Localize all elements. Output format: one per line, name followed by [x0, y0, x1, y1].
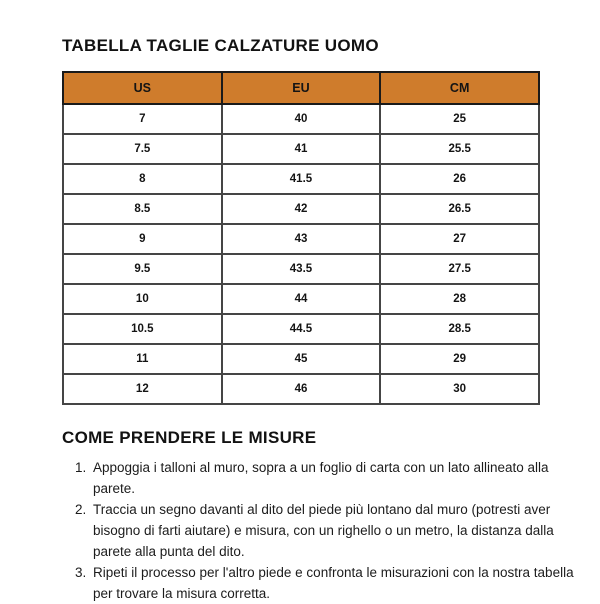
size-cell-us: 11: [63, 344, 222, 374]
size-cell-us: 10: [63, 284, 222, 314]
size-cell-us: 7.5: [63, 134, 222, 164]
size-cell-us: 12: [63, 374, 222, 404]
size-cell-cm: 26: [380, 164, 539, 194]
header-cell-eu: EU: [222, 72, 381, 104]
instruction-step: 2. Traccia un segno davanti al dito del piede più lontano dal muro (potresti aver bisogno di farti aiutare) e misura, con un righello o un metro, la distanza dalla parete alla punta del dito.: [90, 499, 587, 562]
size-cell-cm: 29: [380, 344, 539, 374]
size-cell-eu: 44: [222, 284, 381, 314]
size-cell-cm: 27.5: [380, 254, 539, 284]
size-cell-eu: 41: [222, 134, 381, 164]
size-cell-us: 8.5: [63, 194, 222, 224]
table-row: [63, 344, 539, 374]
size-cell-cm: 25: [380, 104, 539, 134]
size-table-body: [63, 104, 539, 404]
table-row: [63, 374, 539, 404]
size-table: [62, 71, 540, 405]
size-cell-cm: 28: [380, 284, 539, 314]
size-cell-cm: 25.5: [380, 134, 539, 164]
instructions-title: COME PRENDERE LE MISURE: [62, 428, 317, 447]
table-row: [63, 314, 539, 344]
header-row: [63, 72, 539, 104]
size-cell-cm: 27: [380, 224, 539, 254]
instruction-step: 1. Appoggia i talloni al muro, sopra a un foglio di carta con un lato allineato alla parete.: [90, 457, 587, 499]
size-cell-eu: 44.5: [222, 314, 381, 344]
header-cell-us: US: [63, 72, 222, 104]
size-cell-eu: 46: [222, 374, 381, 404]
instructions-list: [62, 457, 587, 604]
table-row: [63, 104, 539, 134]
instruction-step: 3. Ripeti il processo per l'altro piede e confronta le misurazioni con la nostra tabella per trovare la misura corretta.: [90, 562, 587, 604]
size-cell-us: 10.5: [63, 314, 222, 344]
table-row: [63, 254, 539, 284]
table-row: [63, 194, 539, 224]
size-cell-eu: 40: [222, 104, 381, 134]
size-cell-us: 8: [63, 164, 222, 194]
table-row: [63, 224, 539, 254]
table-row: [63, 284, 539, 314]
size-table-header: [63, 72, 539, 104]
size-cell-eu: 45: [222, 344, 381, 374]
size-cell-cm: 28.5: [380, 314, 539, 344]
size-cell-us: 9.5: [63, 254, 222, 284]
size-cell-eu: 41.5: [222, 164, 381, 194]
size-cell-eu: 43.5: [222, 254, 381, 284]
page-title: TABELLA TAGLIE CALZATURE UOMO: [62, 36, 379, 55]
size-cell-eu: 43: [222, 224, 381, 254]
size-cell-eu: 42: [222, 194, 381, 224]
size-cell-us: 9: [63, 224, 222, 254]
size-cell-cm: 30: [380, 374, 539, 404]
size-cell-us: 7: [63, 104, 222, 134]
table-row: [63, 164, 539, 194]
size-cell-cm: 26.5: [380, 194, 539, 224]
header-cell-cm: CM: [380, 72, 539, 104]
table-row: [63, 134, 539, 164]
